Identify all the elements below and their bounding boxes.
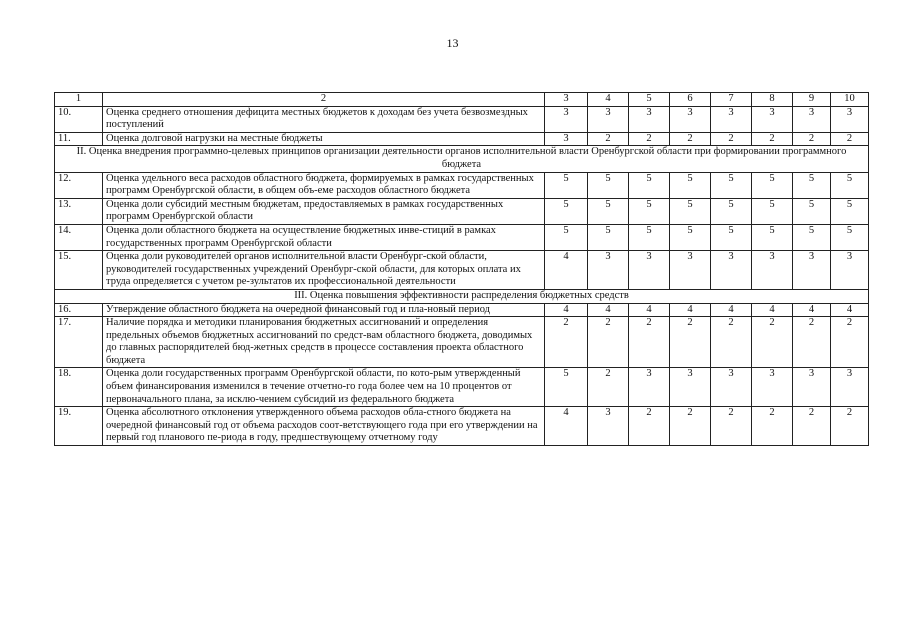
indicator-text: Оценка среднего отношения дефицита местных бюджетов к доходам без учета безвозмездных поступлений — [103, 106, 545, 132]
score-cell: 4 — [545, 407, 588, 446]
score-cell: 3 — [752, 368, 793, 407]
score-cell: 5 — [831, 198, 869, 224]
score-cell: 5 — [629, 172, 670, 198]
table-row — [55, 224, 869, 250]
score-cell: 5 — [752, 224, 793, 250]
score-cell: 5 — [588, 224, 629, 250]
score-cell: 3 — [793, 251, 831, 290]
score-cell: 2 — [588, 368, 629, 407]
score-cell: 2 — [670, 132, 711, 146]
score-cell: 2 — [831, 317, 869, 368]
score-cell: 5 — [588, 198, 629, 224]
score-cell: 5 — [545, 368, 588, 407]
score-cell: 4 — [752, 303, 793, 317]
score-cell: 5 — [711, 172, 752, 198]
row-number: 15. — [55, 251, 103, 290]
section-heading: II. Оценка внедрения программно-целевых принципов организации деятельности органов исполнительной власти Оренбургской области при формировании программного бюджета — [55, 146, 869, 172]
score-cell: 5 — [831, 224, 869, 250]
score-cell: 5 — [752, 172, 793, 198]
score-cell: 5 — [793, 224, 831, 250]
header-cell-6: 6 — [670, 93, 711, 107]
score-cell: 2 — [629, 317, 670, 368]
score-cell: 2 — [670, 407, 711, 446]
score-cell: 2 — [629, 132, 670, 146]
score-cell: 5 — [831, 172, 869, 198]
header-cell-4: 4 — [588, 93, 629, 107]
score-cell: 3 — [831, 368, 869, 407]
score-cell: 4 — [711, 303, 752, 317]
header-cell-10: 10 — [831, 93, 869, 107]
score-cell: 3 — [711, 106, 752, 132]
score-cell: 2 — [588, 132, 629, 146]
table-header-row — [55, 93, 869, 107]
table-row — [55, 106, 869, 132]
score-cell: 3 — [711, 368, 752, 407]
indicator-text: Оценка удельного веса расходов областного бюджета, формируемых в рамках государственных программ Оренбургской области, в общем объ-еме расходов областного бюджета — [103, 172, 545, 198]
row-number: 13. — [55, 198, 103, 224]
score-cell: 2 — [752, 407, 793, 446]
score-cell: 4 — [545, 303, 588, 317]
indicator-text: Утверждение областного бюджета на очередной финансовый год и пла-новый период — [103, 303, 545, 317]
score-cell: 5 — [793, 172, 831, 198]
score-cell: 4 — [831, 303, 869, 317]
score-cell: 3 — [629, 106, 670, 132]
row-number: 19. — [55, 407, 103, 446]
table-row — [55, 172, 869, 198]
header-cell-5: 5 — [629, 93, 670, 107]
section-heading: III. Оценка повышения эффективности распределения бюджетных средств — [55, 289, 869, 303]
header-cell-7: 7 — [711, 93, 752, 107]
score-cell: 3 — [831, 106, 869, 132]
header-cell-3: 3 — [545, 93, 588, 107]
score-cell: 3 — [711, 251, 752, 290]
table-row — [55, 132, 869, 146]
table-row — [55, 303, 869, 317]
score-cell: 3 — [793, 368, 831, 407]
score-cell: 3 — [588, 106, 629, 132]
score-cell: 3 — [588, 407, 629, 446]
header-cell-9: 9 — [793, 93, 831, 107]
row-number: 16. — [55, 303, 103, 317]
score-cell: 2 — [752, 317, 793, 368]
header-cell-2: 2 — [103, 93, 545, 107]
score-cell: 3 — [670, 251, 711, 290]
indicator-text: Оценка абсолютного отклонения утвержденного объема расходов обла-стного бюджета на очередной финансовый год от объема расходов соот-ветствующего года при его утверждении на первый год планового пе-риода в году, предшествующему отчетному году — [103, 407, 545, 446]
score-cell: 5 — [670, 172, 711, 198]
table-row — [55, 368, 869, 407]
score-cell: 2 — [711, 407, 752, 446]
score-cell: 4 — [545, 251, 588, 290]
score-cell: 5 — [670, 198, 711, 224]
score-cell: 5 — [588, 172, 629, 198]
score-cell: 3 — [545, 106, 588, 132]
header-cell-1: 1 — [55, 93, 103, 107]
row-number: 10. — [55, 106, 103, 132]
score-cell: 3 — [670, 368, 711, 407]
section-heading-row — [55, 146, 869, 172]
score-cell: 2 — [831, 407, 869, 446]
score-cell: 2 — [588, 317, 629, 368]
indicator-text: Наличие порядка и методики планирования бюджетных ассигнований и определения предельных объемов бюджетных ассигнований по средст-вам областного бюджета, доводимых до главных распорядителей бюд-жетных средств в процессе составления проекта областного бюджета — [103, 317, 545, 368]
header-cell-8: 8 — [752, 93, 793, 107]
indicator-text: Оценка долговой нагрузки на местные бюджеты — [103, 132, 545, 146]
score-cell: 2 — [670, 317, 711, 368]
indicator-text: Оценка доли государственных программ Оренбургской области, по кото-рым утвержденный объем финансирования изменился в течение отчетно-го года более чем на 10 процентов от первоначального плана, за исклю-чением субсидий из федерального бюджета — [103, 368, 545, 407]
table-row — [55, 407, 869, 446]
score-cell: 2 — [793, 407, 831, 446]
score-cell: 5 — [752, 198, 793, 224]
score-cell: 2 — [545, 317, 588, 368]
table-row — [55, 317, 869, 368]
score-cell: 3 — [752, 251, 793, 290]
score-cell: 2 — [793, 132, 831, 146]
score-cell: 2 — [711, 317, 752, 368]
score-cell: 3 — [629, 368, 670, 407]
score-cell: 3 — [752, 106, 793, 132]
score-cell: 3 — [670, 106, 711, 132]
indicator-text: Оценка доли областного бюджета на осуществление бюджетных инве-стиций в рамках государственных программ Оренбургской области — [103, 224, 545, 250]
score-cell: 2 — [629, 407, 670, 446]
score-cell: 4 — [793, 303, 831, 317]
score-cell: 5 — [545, 224, 588, 250]
score-cell: 4 — [588, 303, 629, 317]
score-cell: 5 — [629, 198, 670, 224]
score-cell: 4 — [629, 303, 670, 317]
indicator-table — [54, 92, 869, 446]
row-number: 11. — [55, 132, 103, 146]
page-number: 13 — [446, 36, 459, 50]
score-cell: 5 — [711, 198, 752, 224]
score-cell: 4 — [670, 303, 711, 317]
score-cell: 3 — [545, 132, 588, 146]
row-number: 14. — [55, 224, 103, 250]
row-number: 18. — [55, 368, 103, 407]
score-cell: 5 — [545, 172, 588, 198]
score-cell: 3 — [588, 251, 629, 290]
score-cell: 3 — [831, 251, 869, 290]
indicator-text: Оценка доли субсидий местным бюджетам, предоставляемых в рамках государственных программ Оренбургской области — [103, 198, 545, 224]
score-cell: 2 — [831, 132, 869, 146]
score-cell: 5 — [793, 198, 831, 224]
table-row — [55, 251, 869, 290]
score-cell: 2 — [752, 132, 793, 146]
score-cell: 5 — [629, 224, 670, 250]
section-heading-row — [55, 289, 869, 303]
score-cell: 5 — [545, 198, 588, 224]
score-cell: 2 — [711, 132, 752, 146]
row-number: 17. — [55, 317, 103, 368]
score-cell: 5 — [670, 224, 711, 250]
row-number: 12. — [55, 172, 103, 198]
score-cell: 2 — [793, 317, 831, 368]
table-body — [55, 106, 869, 445]
score-cell: 3 — [629, 251, 670, 290]
score-cell: 5 — [711, 224, 752, 250]
indicator-text: Оценка доли руководителей органов исполнительной власти Оренбург-ской области, руководителей государственных учреждений Оренбург-ской области, для которых оплата их труда определяется с учетом ре-зультатов их профессиональной деятельности — [103, 251, 545, 290]
score-cell: 3 — [793, 106, 831, 132]
table-row — [55, 198, 869, 224]
